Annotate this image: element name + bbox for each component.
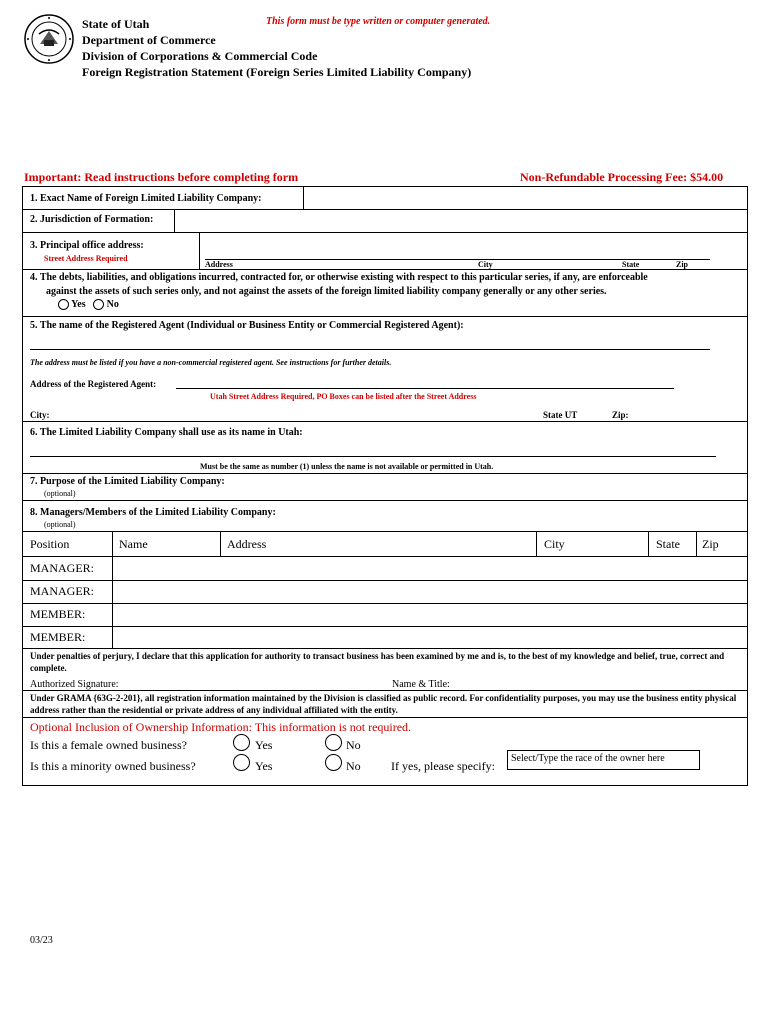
section-3-label: 3. Principal office address: <box>30 240 144 251</box>
female-yes-radio[interactable] <box>233 734 250 751</box>
utah-street-note: Utah Street Address Required, PO Boxes can be listed after the Street Address <box>210 392 477 401</box>
row-member-2: MEMBER: <box>30 630 86 644</box>
section-4-line2: against the assets of such series only, and not against the assets of the foreign limited liability company generally or any other series. <box>46 286 607 297</box>
member-1-input[interactable] <box>114 604 746 625</box>
typewritten-notice: This form must be type written or computer generated. <box>266 16 491 27</box>
series-no-label: No <box>106 299 119 310</box>
agent-address-label: Address of the Registered Agent: <box>30 379 157 389</box>
col-name: Name <box>119 537 148 551</box>
col-address: Address <box>227 537 267 551</box>
section-6-note: Must be the same as number (1) unless the name is not available or permitted in Utah. <box>200 462 494 471</box>
section-8-label: 8. Managers/Members of the Limited Liability Company: <box>30 507 276 518</box>
header-division: Division of Corporations & Commercial Code <box>82 49 318 63</box>
grama-statement: Under GRAMA {63G-2-201}, all registration information maintained by the Division is classified as public record. For confidentiality purposes, you may use the business entity physical address rather than the residential or private address of any individual affiliated with the entity. <box>30 693 737 715</box>
series-yes-radio[interactable] <box>58 299 69 310</box>
series-no-radio[interactable] <box>93 299 104 310</box>
signature-label: Authorized Signature: <box>30 679 119 690</box>
minority-owned-question: Is this a minority owned business? <box>30 759 196 773</box>
section-2-label: 2. Jurisdiction of Formation: <box>30 214 154 225</box>
signature-input[interactable] <box>130 676 380 690</box>
row-manager-1: MANAGER: <box>30 561 95 575</box>
manager-1-input[interactable] <box>114 558 746 579</box>
form-revision-date: 03/23 <box>30 935 53 946</box>
specify-label: If yes, please specify: <box>391 759 495 773</box>
name-title-label: Name & Title: <box>392 679 450 690</box>
agent-city-input[interactable] <box>56 406 536 420</box>
registered-agent-input[interactable] <box>30 332 710 348</box>
member-2-input[interactable] <box>114 627 746 648</box>
female-owned-question: Is this a female owned business? <box>30 738 187 752</box>
perjury-statement: Under penalties of perjury, I declare that this application for authority to transact business has been examined by me and is, to the best of my knowledge and belief, true, correct and complete. <box>30 651 725 673</box>
manager-2-input[interactable] <box>114 581 746 602</box>
agent-zip-input[interactable] <box>632 406 742 420</box>
name-title-input[interactable] <box>460 676 744 690</box>
minority-yes-label: Yes <box>255 759 273 773</box>
utah-name-input[interactable] <box>30 440 716 455</box>
section-4-line1: 4. The debts, liabilities, and obligations incurred, contracted for, or otherwise existing with respect to this particular series, if any, are enforceable <box>30 272 648 283</box>
section-6-label: 6. The Limited Liability Company shall use as its name in Utah: <box>30 427 303 438</box>
row-member-1: MEMBER: <box>30 607 86 621</box>
minority-yes-radio[interactable] <box>233 754 250 771</box>
minority-no-radio[interactable] <box>325 754 342 771</box>
header-form-title: Foreign Registration Statement (Foreign Series Limited Liability Company) <box>82 65 472 79</box>
header-department: Department of Commerce <box>82 33 216 47</box>
row-manager-2: MANAGER: <box>30 584 95 598</box>
col-city: City <box>544 537 565 551</box>
section-7-label: 7. Purpose of the Limited Liability Company: <box>30 476 225 487</box>
female-no-radio[interactable] <box>325 734 342 751</box>
female-no-label: No <box>346 738 361 752</box>
section-1-label: 1. Exact Name of Foreign Limited Liability Company: <box>30 193 262 204</box>
agent-address-input[interactable] <box>176 374 674 388</box>
utah-state-seal <box>24 14 74 64</box>
section-5-label: 5. The name of the Registered Agent (Individual or Business Entity or Commercial Registered Agent): <box>30 320 464 331</box>
agent-state-label: State UT <box>543 410 578 420</box>
important-note: Important: Read instructions before completing form <box>24 170 299 184</box>
address-caption: Address <box>205 260 233 269</box>
section-8-optional: (optional) <box>44 520 76 529</box>
processing-fee: Non-Refundable Processing Fee: $54.00 <box>520 170 724 184</box>
agent-address-note: The address must be listed if you have a non-commercial registered agent. See instructions for further details. <box>30 358 392 367</box>
agent-zip-label: Zip: <box>612 410 629 420</box>
race-select-input[interactable]: Select/Type the race of the owner here <box>507 750 700 770</box>
city-caption: City <box>478 260 493 269</box>
female-yes-label: Yes <box>255 738 273 752</box>
principal-address-input[interactable] <box>205 240 710 258</box>
purpose-input[interactable] <box>260 475 744 499</box>
header-state: State of Utah <box>82 17 150 31</box>
state-caption: State <box>622 260 640 269</box>
jurisdiction-input[interactable] <box>176 211 746 230</box>
col-state: State <box>656 537 680 551</box>
zip-caption: Zip <box>676 260 689 269</box>
agent-city-label: City: <box>30 410 50 420</box>
company-name-input[interactable] <box>305 188 745 207</box>
section-7-optional: (optional) <box>44 489 76 498</box>
col-position: Position <box>30 537 70 551</box>
col-zip: Zip <box>702 537 719 551</box>
series-yes-label: Yes <box>71 299 86 310</box>
ownership-title: Optional Inclusion of Ownership Information: This information is not required. <box>30 720 412 734</box>
street-address-required: Street Address Required <box>44 254 128 263</box>
minority-no-label: No <box>346 759 361 773</box>
